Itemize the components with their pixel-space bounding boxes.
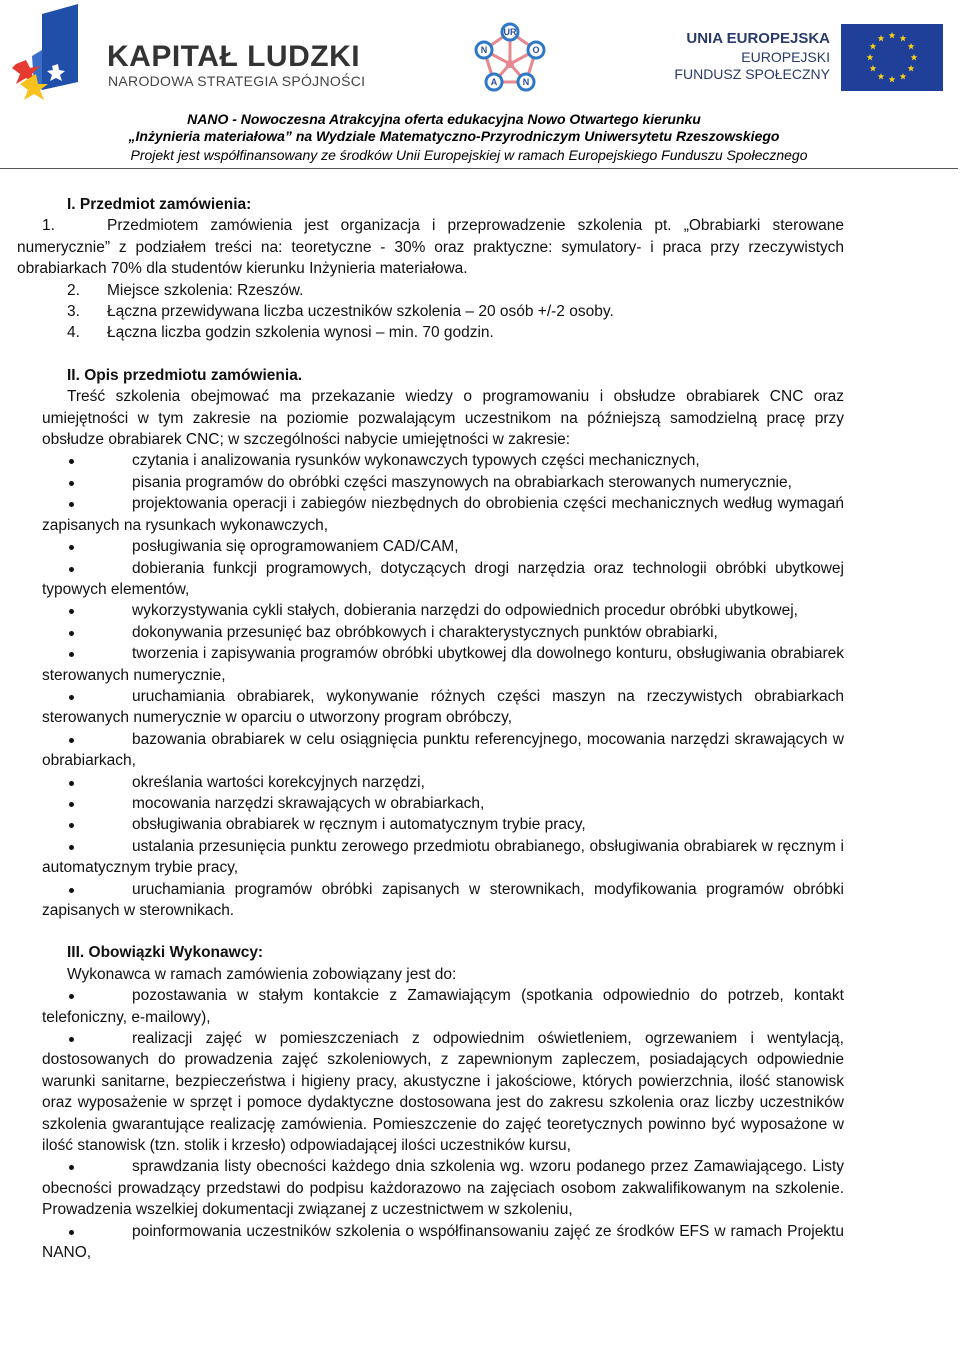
section-2-bullet-list: [42, 450, 844, 921]
bullet-text: uruchamiania programów obróbki zapisanych w sterownikach, modyfikowania programów obróbki zapisanych w sterownikach.: [42, 880, 844, 919]
kapital-ludzki-title: KAPITAŁ LUDZKI: [107, 40, 361, 73]
uroan-molecule-logo-icon: [472, 22, 548, 94]
bullet-text: tworzenia i zapisywania programów obróbki ubytkowej dla dowolnego konturu, obsługiwania obrabiarek sterowanych numerycznie,: [42, 645, 844, 684]
bullet-item: [42, 536, 844, 557]
bullet-item: [42, 1028, 844, 1156]
section-2-heading: II. Opis przedmiotu zamówienia.: [67, 366, 303, 384]
bullet-dot-icon: [69, 545, 74, 550]
bullet-item: [42, 558, 844, 601]
bullet-item: [42, 879, 844, 922]
bullet-dot-icon: [69, 738, 74, 743]
uroan-letter-n1: N: [480, 45, 488, 55]
bullet-text: realizacji zajęć w pomieszczeniach z odpowiednim oświetleniem, ogrzewaniem i wentylacją, dostosowanych do prowadzenia zajęć szkoleniowych, z zapewnionym zapleczem, posiadających odpowiednie warunki sanitarne, bezpieczeństwa i higieny pracy, akustyczne i jakościowe, których powierzchnia, ilość stanowisk oraz wyposażenie w sprzęt i pomoce dydaktyczne dostosowana jest do zakresu szkolenia oraz liczby uczestników szkolenia gwarantujące realizację zamówienia. Pomieszczenie do zajęć teoretycznych powinno być wyposażone w ilość stanowisk (tzn. stolik i krzesło) odpowiadającej ilości uczestników kursu,: [42, 1030, 844, 1155]
bullet-text: dobierania funkcji programowych, dotyczących drogi narzędzia oraz technologii obróbki ubytkowej typowych elementów,: [42, 559, 844, 598]
bullet-dot-icon: [69, 1230, 74, 1235]
bullet-dot-icon: [69, 502, 74, 507]
bullet-item: [42, 772, 844, 793]
bullet-text: obsługiwania obrabiarek w ręcznym i automatycznym trybie pracy,: [132, 816, 586, 834]
bullet-item: [42, 493, 844, 536]
bullet-item: [42, 729, 844, 772]
bullet-item: [42, 1221, 844, 1264]
bullet-text: wykorzystywania cykli stałych, dobierania narzędzi do odpowiednich procedur obróbki ubytkowej,: [132, 602, 798, 620]
bullet-dot-icon: [69, 823, 74, 828]
uroan-letter-n2: N: [522, 77, 530, 87]
bullet-text: pozostawania w stałym kontakcie z Zamawiającym (spotkania odpowiednio do potrzeb, kontakt telefoniczny, e-mailowy),: [42, 987, 844, 1026]
item-text: Miejsce szkolenia: Rzeszów.: [107, 281, 304, 299]
bullet-dot-icon: [69, 652, 74, 657]
bullet-item: [42, 686, 844, 729]
kapital-ludzki-subtitle: NARODOWA STRATEGIA SPÓJNOŚCI: [108, 73, 366, 89]
bullet-text: uruchamiania obrabiarek, wykonywanie różnych części maszyn na rzeczywistych obrabiarkach sterowanych numerycznie w oparciu o utworzony program obróbczy,: [42, 687, 844, 727]
eu-line-union: UNIA EUROPEJSKA: [686, 30, 830, 47]
bullet-text: ustalania przesunięcia punktu zerowego przedmiotu obrabianego, obsługiwania obrabiarek w ręcznym i automatycznym trybie pracy,: [42, 837, 844, 877]
bullet-dot-icon: [69, 802, 74, 807]
bullet-text: dokonywania przesunięć baz obróbkowych i charakterystycznych punktów obrabiarki,: [132, 623, 718, 641]
bullet-text: projektowania operacji i zabiegów niezbędnych do obrobienia części mechanicznych według wymagań zapisanych na rysunkach wykonawczych,: [42, 495, 844, 534]
eu-text-block: [650, 30, 830, 82]
bullet-item: [42, 643, 844, 686]
bullet-text: mocowania narzędzi skrawających w obrabiarkach,: [132, 794, 485, 812]
eu-flag-icon: [841, 24, 943, 91]
bullet-text: pisania programów do obróbki części maszynowych na obrabiarkach sterowanych numerycznie,: [132, 473, 792, 491]
uroan-letter-a: A: [490, 77, 498, 87]
item-text: Łączna liczba godzin szkolenia wynosi – min. 70 godzin.: [107, 324, 494, 342]
bullet-item: [42, 985, 844, 1028]
bullet-item: [42, 622, 844, 643]
bullet-item: [42, 814, 844, 835]
bullet-dot-icon: [69, 459, 74, 464]
bullet-dot-icon: [69, 695, 74, 700]
section-2-paragraph: Treść szkolenia obejmować ma przekazanie wiedzy o programowaniu i obsłudze obrabiarek CNC oraz umiejętności w tym zakresie na poziomie pozwalającym uczestnikom na późniejszą samodzielną pracę przy obsłudze obrabiarek CNC; w szczególności nabycie umiejętności w zakresie:: [42, 388, 844, 449]
bullet-dot-icon: [69, 1037, 74, 1042]
bullet-text: poinformowania uczestników szkolenia o współfinansowaniu zajęć ze środków EFS w ramach Projektu NANO,: [42, 1222, 844, 1262]
item-text: Przedmiotem zamówienia jest organizacja i przeprowadzenie szkolenia pt. „Obrabiarki sterowane numerycznie” z podziałem treści na: teoretyczne - 30% oraz praktyczne: symulatory- i praca przy rzeczywistych obrabiarkach 70% dla studentów kierunku Inżynieria materiałowa.: [17, 217, 844, 278]
item-number: 4.: [67, 324, 80, 342]
document-header: [0, 0, 960, 172]
project-title-line-2: „Inżynieria materiałowa” na Wydziale Matematyczno-Przyrodniczym Uniwersytetu Rzeszowskiego: [128, 128, 780, 144]
document-body: [17, 194, 844, 1264]
bullet-dot-icon: [69, 994, 74, 999]
bullet-text: czytania i analizowania rysunków wykonawczych typowych części mechanicznych,: [132, 452, 700, 470]
item-number: 1.: [42, 217, 55, 235]
bullet-dot-icon: [69, 481, 74, 486]
eu-line-social-fund: FUNDUSZ SPOŁECZNY: [674, 66, 830, 82]
bullet-item: [42, 600, 844, 621]
section-1-item: [42, 280, 844, 301]
bullet-text: określania wartości korekcyjnych narzędzi,: [132, 773, 425, 791]
section-3-intro: Wykonawca w ramach zamówienia zobowiązany jest do:: [67, 965, 457, 983]
bullet-text: posługiwania się oprogramowaniem CAD/CAM,: [132, 538, 459, 556]
uroan-letter-ur: UR: [503, 27, 517, 37]
bullet-dot-icon: [69, 631, 74, 636]
section-1-heading: I. Przedmiot zamówienia:: [67, 196, 252, 213]
bullet-item: [42, 450, 844, 471]
bullet-dot-icon: [69, 1165, 74, 1170]
bullet-dot-icon: [69, 845, 74, 850]
uroan-letter-o: O: [532, 45, 540, 55]
bullet-dot-icon: [69, 781, 74, 786]
project-funding-line: Projekt jest współfinansowany ze środków Unii Europejskiej w ramach Europejskiego Funduszu Społecznego: [130, 147, 808, 163]
item-text: Łączna przewidywana liczba uczestników szkolenia – 20 osób +/-2 osoby.: [107, 303, 614, 321]
bullet-text: bazowania obrabiarek w celu osiągnięcia punktu referencyjnego, mocowania narzędzi skrawających w obrabiarkach,: [42, 730, 844, 770]
header-divider: [0, 168, 958, 169]
project-title-line-1: NANO - Nowoczesna Atrakcyjna oferta edukacyjna Nowo Otwartego kierunku: [187, 111, 701, 127]
bullet-item: [42, 1156, 844, 1220]
kapital-ludzki-logo-icon: [12, 4, 82, 114]
item-number: 2.: [67, 281, 80, 299]
section-3-bullet-list: [42, 985, 844, 1263]
bullet-dot-icon: [69, 609, 74, 614]
section-1-item: [42, 301, 844, 322]
bullet-dot-icon: [69, 888, 74, 893]
section-1-item: [17, 215, 844, 279]
bullet-dot-icon: [69, 567, 74, 572]
bullet-text: sprawdzania listy obecności każdego dnia szkolenia wg. wzoru podanego przez Zamawiającego. Listy obecności prowadzący przedstawi do podpisu każdorazowo na zajęciach osobom zakwalifikowanym na szkolenie. Prowadzenia wszelkiej dokumentacji związanej z uczestnictwem w szkoleniu,: [42, 1158, 844, 1219]
bullet-item: [42, 472, 844, 493]
section-3-heading: III. Obowiązki Wykonawcy:: [67, 944, 264, 962]
eu-line-european: EUROPEJSKI: [741, 49, 830, 65]
bullet-item: [42, 836, 844, 879]
item-number: 3.: [67, 303, 80, 321]
bullet-item: [42, 793, 844, 814]
section-1-item: [42, 322, 844, 343]
